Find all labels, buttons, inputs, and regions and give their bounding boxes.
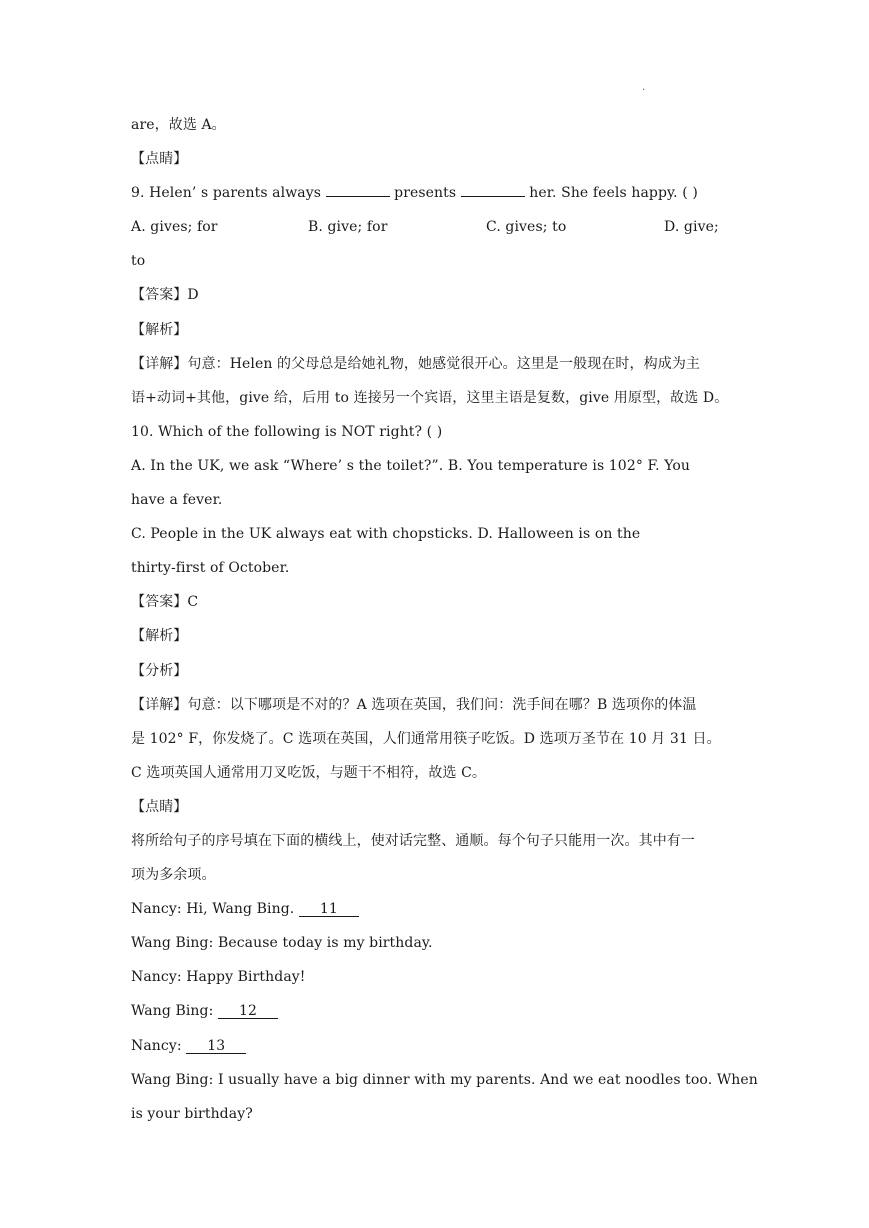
header-mark: .: [642, 82, 646, 93]
dialogue-line: Nancy: Happy Birthday!: [131, 969, 306, 986]
answer-blank: [326, 196, 390, 197]
option-d: D. give;: [664, 219, 719, 236]
answer-line: 【答案】D: [131, 287, 199, 304]
instruction-line: 将所给句子的序号填在下面的横线上，使对话完整、通顺。每个句子只能用一次。其中有一: [131, 832, 695, 849]
dialogue-line: Wang Bing: I usually have a big dinner with my parents. And we eat noodles too. When: [131, 1071, 758, 1088]
instruction-line: 项为多余项。: [131, 867, 216, 884]
answer-line: 【答案】C: [131, 594, 199, 611]
option-line: A. In the UK, we ask “Where’ s the toilet?”. B. You temperature is 102° F. You: [131, 457, 690, 474]
text-line: are，故选 A。: [131, 117, 226, 133]
dialogue-line: is your birthday?: [131, 1105, 253, 1122]
text-line: to: [131, 253, 146, 270]
explanation-line: C 选项英国人通常用刀叉吃饭，与题干不相符，故选 C。: [131, 764, 487, 781]
option-line: C. People in the UK always eat with chopsticks. D. Halloween is on the: [131, 526, 641, 543]
dialogue-line: Nancy: Hi, Wang Bing. 11: [131, 892, 741, 926]
question-9: 9. Helen’ s parents always presents her. She feels happy. ( ): [131, 185, 698, 202]
question-9-options: [131, 210, 741, 244]
option-b: B. give; for: [308, 219, 388, 236]
section-heading: 【解析】: [131, 628, 188, 645]
option-c: C. gives; to: [486, 219, 567, 236]
dialogue-line: Wang Bing: 12: [131, 994, 741, 1028]
question-10: 10. Which of the following is NOT right? ( ): [131, 423, 443, 440]
document-body: [131, 108, 758, 1131]
section-heading: 【分析】: [131, 662, 188, 679]
section-heading: 【解析】: [131, 321, 188, 338]
answer-blank: [461, 196, 525, 197]
dialogue-line: Wang Bing: Because today is my birthday.: [131, 935, 433, 952]
blank-12: 12: [218, 1004, 278, 1019]
section-heading: 【点睛】: [131, 151, 188, 168]
dialogue-line: Nancy: 13: [131, 1029, 741, 1063]
explanation-line: 【详解】句意：以下哪项是不对的？A 选项在英国，我们问：洗手间在哪？B 选项你的体温: [131, 696, 697, 713]
option-a: A. gives; for: [131, 219, 218, 236]
option-line: have a fever.: [131, 492, 223, 509]
explanation-line: 是 102° F，你发烧了。C 选项在英国，人们通常用筷子吃饭。D 选项万圣节在 10 月 31 日。: [131, 730, 721, 747]
blank-13: 13: [186, 1039, 246, 1054]
option-line: thirty-first of October.: [131, 560, 290, 577]
blank-11: 11: [299, 902, 359, 917]
section-heading: 【点睛】: [131, 798, 188, 815]
explanation-line: 语+动词+其他，give 给，后用 to 连接另一个宾语，这里主语是复数，give 用原型，故选 D。: [131, 389, 729, 406]
explanation-line: 【详解】句意：Helen 的父母总是给她礼物，她感觉很开心。这里是一般现在时，构成为主: [131, 355, 701, 372]
